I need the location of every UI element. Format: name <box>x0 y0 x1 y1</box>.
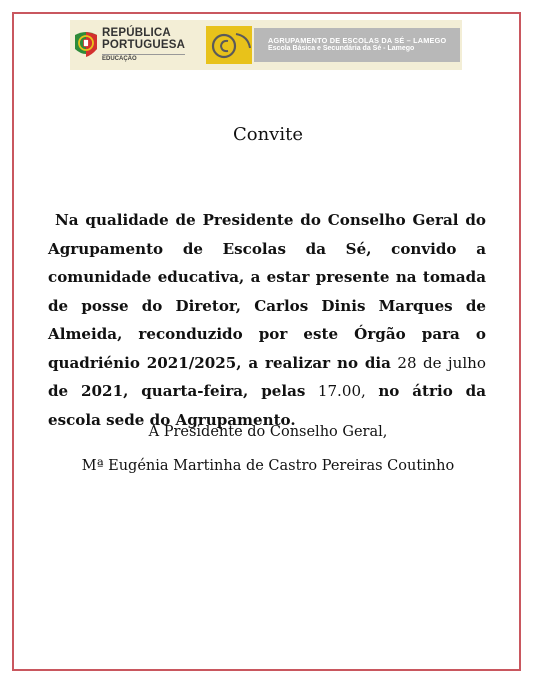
republic-line-2: PORTUGUESA <box>102 38 186 51</box>
paragraph-part-3: de 2021, quarta-feira, pelas <box>48 382 306 400</box>
republica-portuguesa-logo <box>70 20 196 70</box>
paragraph-part-1: Na qualidade de Presidente do Conselho Geral do Agrupamento de Escolas da Sé, convido a comunidade educativa, a estar presente na tomada de posse do Diretor, Carlos Dinis Marques de Almeida, reconduzido por este Órgão para o quadriénio 2021/2025, a realizar no dia <box>48 211 486 372</box>
school-line-2: Escola Básica e Secundária da Sé - Lamego <box>268 45 415 53</box>
paragraph-time: 17.00, <box>317 382 366 400</box>
invitation-paragraph <box>48 206 486 434</box>
paragraph-day: 28 <box>397 353 417 372</box>
republic-line-1: REPÚBLICA <box>102 27 171 39</box>
paragraph-month: de julho <box>422 353 486 372</box>
paragraph-part-4: no átrio da escola sede do Agrupamento. <box>48 382 486 429</box>
portugal-emblem-icon <box>73 29 99 61</box>
school-line-1: AGRUPAMENTO DE ESCOLAS DA SÉ – LAMEGO <box>268 35 447 45</box>
signature-name: Mª Eugénia Martinha de Castro Pereiras Coutinho <box>81 458 455 474</box>
school-name-band <box>254 28 460 62</box>
republic-line-3: EDUCAÇÃO <box>102 54 185 62</box>
signature-role: A Presidente do Conselho Geral, <box>148 424 388 440</box>
letterhead <box>70 20 462 70</box>
school-logo <box>206 26 460 64</box>
document-title: Convite <box>232 124 303 145</box>
school-emblem-icon <box>206 26 252 64</box>
